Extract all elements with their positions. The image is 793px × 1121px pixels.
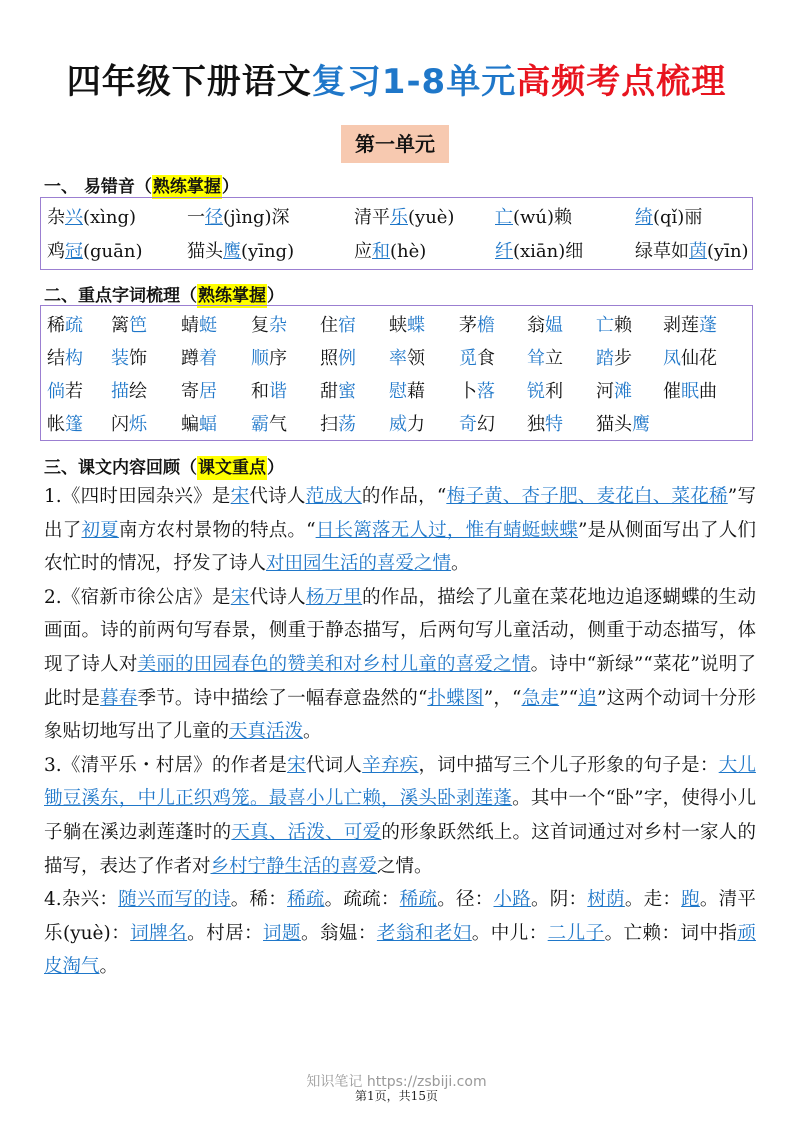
word-item — [459, 310, 495, 342]
word-key-char: 荡 — [338, 414, 356, 435]
word-key-char: 率 — [389, 348, 407, 369]
word-plain: 立 — [545, 348, 563, 369]
title-part1: 四年级下册语文 — [66, 62, 312, 102]
paragraph-text: 。村居： — [187, 922, 264, 944]
paragraph-text: 南方农村景物的特点。“ — [118, 519, 316, 541]
word-box — [40, 305, 753, 441]
pron-reading: (guān) — [83, 241, 143, 262]
word-row — [41, 343, 752, 375]
key-answer: 词题 — [263, 922, 301, 944]
word-plain: 河 — [596, 381, 614, 402]
pronunciation-box — [40, 197, 753, 270]
word-item — [663, 310, 717, 342]
word-item — [596, 376, 632, 408]
paragraph-text: ”，“ — [483, 687, 522, 709]
word-key-char: 凤 — [663, 348, 681, 369]
key-answer: 词牌名 — [130, 922, 188, 944]
word-plain: 蝙 — [181, 414, 199, 435]
word-item — [459, 409, 495, 441]
word-item — [251, 343, 287, 375]
word-plain: 猫头 — [596, 414, 632, 435]
word-key-char: 威 — [389, 414, 407, 435]
section-highlight: 熟练掌握 — [152, 177, 221, 197]
word-plain: 赖 — [614, 315, 632, 336]
word-item — [389, 310, 425, 342]
pron-reading: (hè) — [390, 241, 427, 262]
word-plain: 绘 — [129, 381, 147, 402]
paragraph-text: 。稀： — [230, 889, 288, 911]
word-plain: 和 — [251, 381, 269, 402]
review-body — [44, 480, 756, 984]
key-answer: 急走 — [521, 687, 560, 709]
word-plain: 若 — [65, 381, 83, 402]
word-item — [389, 376, 425, 408]
key-answer: 对田园生活的喜爱之情 — [266, 553, 452, 575]
paragraph-text: 。阴： — [531, 889, 588, 911]
key-answer: 范成大 — [305, 486, 362, 507]
word-key-char: 蝶 — [407, 315, 425, 336]
word-key-char: 檐 — [477, 315, 495, 336]
word-item — [527, 310, 563, 342]
word-key-char: 奇 — [459, 414, 477, 435]
section-label: 二、重点字词梳理（ — [44, 286, 197, 306]
paragraph-text: ”“ — [559, 687, 579, 709]
pron-reading: (xiān)细 — [513, 241, 584, 262]
key-answer: 初夏 — [81, 519, 119, 541]
paragraph-text: 代诗人 — [249, 586, 306, 608]
section-close: ） — [267, 286, 284, 306]
pron-reading: (qǐ)丽 — [653, 207, 703, 228]
word-item — [47, 409, 83, 441]
word-item — [320, 310, 356, 342]
key-answer: 宋 — [230, 486, 250, 507]
pron-prefix: 杂 — [47, 207, 65, 228]
key-answer: 宋 — [287, 754, 306, 776]
paragraph-text: 。中儿： — [471, 922, 548, 944]
key-answer: 杨万里 — [305, 586, 363, 608]
key-answer: 天真、活泼、可爱 — [231, 821, 382, 843]
word-item — [47, 376, 83, 408]
unit-title: 第一单元 — [341, 125, 449, 163]
key-answer: 宋 — [230, 586, 250, 608]
word-item — [459, 376, 495, 408]
word-key-char: 疏 — [65, 315, 83, 336]
pron-item — [495, 236, 583, 268]
pron-prefix: 猫头 — [187, 241, 223, 262]
word-item — [181, 310, 217, 342]
word-key-char: 觅 — [459, 348, 477, 369]
pron-reading: (jìng)深 — [223, 207, 290, 228]
word-item — [596, 310, 632, 342]
paragraph-text: ”写出了 — [44, 486, 756, 541]
pron-key-char: 鹰 — [223, 241, 241, 262]
section-close: ） — [267, 458, 284, 478]
word-plain: 催 — [663, 381, 681, 402]
word-key-char: 着 — [199, 348, 217, 369]
paragraph-text: 4.杂兴： — [44, 889, 119, 911]
paragraph-text: 。径： — [437, 889, 494, 911]
pron-item — [47, 202, 136, 234]
key-answer: 树荫 — [587, 889, 625, 911]
pron-item — [495, 202, 572, 234]
word-plain: 翁 — [527, 315, 545, 336]
key-answer: 扑蝶图 — [427, 687, 484, 709]
pron-key-char: 茵 — [689, 241, 707, 262]
word-key-char: 宿 — [338, 315, 356, 336]
pron-item — [635, 236, 749, 268]
key-answer: 乡村宁静生活的喜爱 — [210, 855, 378, 877]
word-item — [111, 409, 147, 441]
word-key-char: 特 — [545, 414, 563, 435]
title-part2: 复习1-8单元 — [311, 62, 517, 102]
key-answer: 老翁和老妇 — [376, 922, 472, 944]
pron-key-char: 亡 — [495, 207, 513, 228]
pron-key-char: 冠 — [65, 241, 83, 262]
pron-prefix: 鸡 — [47, 241, 65, 262]
paragraph-text: 1.《四时田园杂兴》是 — [44, 486, 231, 507]
word-key-char: 落 — [477, 381, 495, 402]
word-item — [596, 343, 632, 375]
pron-prefix: 应 — [354, 241, 372, 262]
section-label: 一、 易错音（ — [44, 177, 152, 197]
review-paragraph — [44, 749, 756, 883]
pron-key-char: 和 — [372, 241, 390, 262]
key-answer: 暮春 — [100, 687, 138, 709]
pron-key-char: 绮 — [635, 207, 653, 228]
pron-reading: (yīn) — [707, 241, 749, 262]
pron-item — [187, 236, 294, 268]
word-key-char: 滩 — [614, 381, 632, 402]
word-plain: 食 — [477, 348, 495, 369]
word-key-char: 媪 — [545, 315, 563, 336]
word-plain: 照 — [320, 348, 338, 369]
word-key-char: 蓬 — [699, 315, 717, 336]
word-item — [596, 409, 650, 441]
word-key-char: 居 — [199, 381, 217, 402]
word-plain: 蹲 — [181, 348, 199, 369]
word-key-char: 谐 — [269, 381, 287, 402]
word-item — [320, 376, 356, 408]
word-plain: 结 — [47, 348, 65, 369]
title-part3: 高频考点梳理 — [516, 62, 727, 102]
word-plain: 住 — [320, 315, 338, 336]
section-label: 三、课文内容回顾（ — [44, 458, 197, 478]
word-item — [663, 343, 717, 375]
word-item — [527, 376, 563, 408]
footer-page-number: 第1页，共15页 — [355, 1089, 438, 1103]
pron-item — [354, 202, 454, 234]
key-answer: 辛弃疾 — [362, 754, 419, 776]
word-key-char: 装 — [111, 348, 129, 369]
paragraph-text: 3.《清平乐・村居》的作者是 — [44, 754, 288, 776]
word-key-char: 描 — [111, 381, 129, 402]
paragraph-text: 。亡赖：词中指 — [604, 922, 738, 944]
word-item — [47, 343, 83, 375]
word-key-char: 蜓 — [199, 315, 217, 336]
pron-key-char: 乐 — [390, 207, 408, 228]
word-item — [181, 409, 217, 441]
word-row — [41, 376, 752, 408]
section-close: ） — [221, 177, 239, 197]
word-row — [41, 310, 752, 342]
key-answer: 跑 — [681, 889, 700, 911]
pron-prefix: 清平 — [354, 207, 390, 228]
word-item — [389, 343, 425, 375]
pron-key-char: 兴 — [65, 207, 83, 228]
pron-item — [635, 202, 702, 234]
paragraph-text: 的形象跃然纸上。这首词通过对乡村一家人的描写，表达了作者对 — [44, 821, 756, 877]
word-item — [111, 310, 147, 342]
word-key-char: 笆 — [129, 315, 147, 336]
key-answer: 追 — [578, 687, 597, 709]
word-plain: 寄 — [181, 381, 199, 402]
pron-reading: (xìng) — [83, 207, 137, 228]
word-item — [111, 343, 147, 375]
word-item — [527, 409, 563, 441]
key-answer: 顽皮淘气 — [44, 922, 756, 978]
word-item — [251, 409, 287, 441]
word-key-char: 构 — [65, 348, 83, 369]
word-item — [320, 343, 356, 375]
paragraph-text: ，词中描写三个儿子形象的句子是： — [418, 754, 719, 776]
review-paragraph — [44, 480, 756, 581]
word-key-char: 锐 — [527, 381, 545, 402]
pron-prefix: 绿草如 — [635, 241, 689, 262]
word-plain: 领 — [407, 348, 425, 369]
word-plain: 独 — [527, 414, 545, 435]
section-heading-review — [44, 453, 284, 478]
pron-prefix: 一 — [187, 207, 205, 228]
paragraph-text: 。疏疏： — [324, 889, 400, 911]
pron-item — [354, 236, 426, 268]
word-item — [251, 310, 287, 342]
paragraph-text: 的作品，“ — [361, 486, 447, 507]
word-plain: 茅 — [459, 315, 477, 336]
word-key-char: 蝠 — [199, 414, 217, 435]
word-key-char: 踏 — [596, 348, 614, 369]
pron-reading: (wú)赖 — [513, 207, 573, 228]
key-answer: 稀疏 — [287, 889, 325, 911]
word-plain: 藉 — [407, 381, 425, 402]
word-plain: 仙花 — [681, 348, 717, 369]
page-title — [0, 54, 793, 103]
paragraph-text: 。清平乐(yuè)： — [44, 889, 756, 944]
paragraph-text: ”是从侧面写出了人们农忙时的情况，抒发了诗人 — [44, 519, 756, 575]
word-key-char: 蜜 — [338, 381, 356, 402]
word-plain: 闪 — [111, 414, 129, 435]
word-plain: 复 — [251, 315, 269, 336]
key-answer: 天真活泼 — [229, 721, 304, 743]
paragraph-text: 。 — [303, 721, 322, 743]
section-heading-pronunciation — [44, 172, 239, 197]
paragraph-text: 季节。诗中描绘了一幅春意盎然的“ — [137, 687, 428, 709]
word-item — [111, 376, 147, 408]
paragraph-text: 2.《宿新市徐公店》是 — [44, 586, 231, 608]
word-plain: 帐 — [47, 414, 65, 435]
paragraph-text: 。 — [451, 553, 470, 575]
word-item — [320, 409, 356, 441]
review-paragraph — [44, 581, 756, 749]
word-item — [181, 376, 217, 408]
word-plain: 蛱 — [389, 315, 407, 336]
word-key-char: 烁 — [129, 414, 147, 435]
word-plain: 扫 — [320, 414, 338, 435]
pron-item — [47, 236, 142, 268]
key-answer: 大儿锄豆溪东，中儿正织鸡笼。最喜小儿亡赖，溪头卧剥莲蓬 — [44, 754, 756, 810]
pron-row — [41, 202, 752, 234]
word-key-char: 霸 — [251, 414, 269, 435]
section-highlight: 熟练掌握 — [198, 286, 266, 306]
key-answer: 日长篱落无人过，惟有蜻蜓蛱蝶 — [315, 519, 578, 541]
paragraph-text: 之情。 — [377, 855, 433, 877]
word-item — [663, 376, 717, 408]
paragraph-text: 。翁媪： — [300, 922, 377, 944]
paragraph-text: 的作品，描绘了儿童在菜花地边追逐蝴蝶的生动画面。诗的前两句写春景，侧重于静态描写，后两句写儿童活动，侧重于动态描写，体现了诗人对 — [44, 586, 756, 675]
word-item — [389, 409, 425, 441]
word-plain: 饰 — [129, 348, 147, 369]
paragraph-text: 。诗中“新绿”“菜花”说明了此时是 — [44, 653, 756, 709]
word-key-char: 例 — [338, 348, 356, 369]
section-highlight: 课文重点 — [198, 458, 266, 478]
word-item — [459, 343, 495, 375]
word-plain: 曲 — [699, 381, 717, 402]
word-plain: 序 — [269, 348, 287, 369]
word-plain: 力 — [407, 414, 425, 435]
paragraph-text: 。走： — [624, 889, 682, 911]
paragraph-text: 代词人 — [305, 754, 363, 776]
word-plain: 利 — [545, 381, 563, 402]
word-plain: 甜 — [320, 381, 338, 402]
word-plain: 步 — [614, 348, 632, 369]
pron-reading: (yīng) — [241, 241, 295, 262]
paragraph-text: ”这两个动词十分形象贴切地写出了儿童的 — [44, 687, 756, 743]
word-item — [181, 343, 217, 375]
section-heading-words — [44, 281, 284, 306]
word-key-char: 眠 — [681, 381, 699, 402]
word-plain: 剥莲 — [663, 315, 699, 336]
paragraph-text: 。 — [99, 956, 119, 978]
pron-key-char: 纤 — [495, 241, 513, 262]
word-plain: 气 — [269, 414, 287, 435]
key-answer: 美丽的田园春色的赞美和对乡村儿童的喜爱之情 — [137, 653, 531, 675]
review-paragraph — [44, 883, 756, 984]
word-key-char: 篷 — [65, 414, 83, 435]
word-plain: 稀 — [47, 315, 65, 336]
key-answer: 随兴而写的诗 — [118, 889, 231, 911]
pron-reading: (yuè) — [408, 207, 455, 228]
word-key-char: 亡 — [596, 315, 614, 336]
key-answer: 二儿子 — [547, 922, 605, 944]
word-key-char: 慰 — [389, 381, 407, 402]
paragraph-text: 代诗人 — [249, 486, 306, 507]
word-plain: 篱 — [111, 315, 129, 336]
paragraph-text: 。其中一个“卧”字，使得小儿子躺在溪边剥莲蓬时的 — [44, 788, 756, 843]
word-key-char: 杂 — [269, 315, 287, 336]
key-answer: 小路 — [493, 889, 532, 911]
word-row — [41, 409, 752, 441]
pron-key-char: 径 — [205, 207, 223, 228]
pron-item — [187, 202, 290, 234]
footer-watermark: 知识笔记 https://zsbiji.com — [306, 1074, 487, 1090]
word-item — [527, 343, 563, 375]
word-key-char: 鹰 — [632, 414, 650, 435]
key-answer: 梅子黄、杏子肥、麦花白、菜花稀 — [446, 486, 728, 507]
key-answer: 稀疏 — [399, 889, 438, 911]
word-item — [251, 376, 287, 408]
word-plain: 幻 — [477, 414, 495, 435]
word-key-char: 耸 — [527, 348, 545, 369]
word-plain: 蜻 — [181, 315, 199, 336]
word-item — [47, 310, 83, 342]
word-key-char: 顺 — [251, 348, 269, 369]
word-plain: 卜 — [459, 381, 477, 402]
pron-row — [41, 236, 752, 268]
word-key-char: 倘 — [47, 381, 65, 402]
